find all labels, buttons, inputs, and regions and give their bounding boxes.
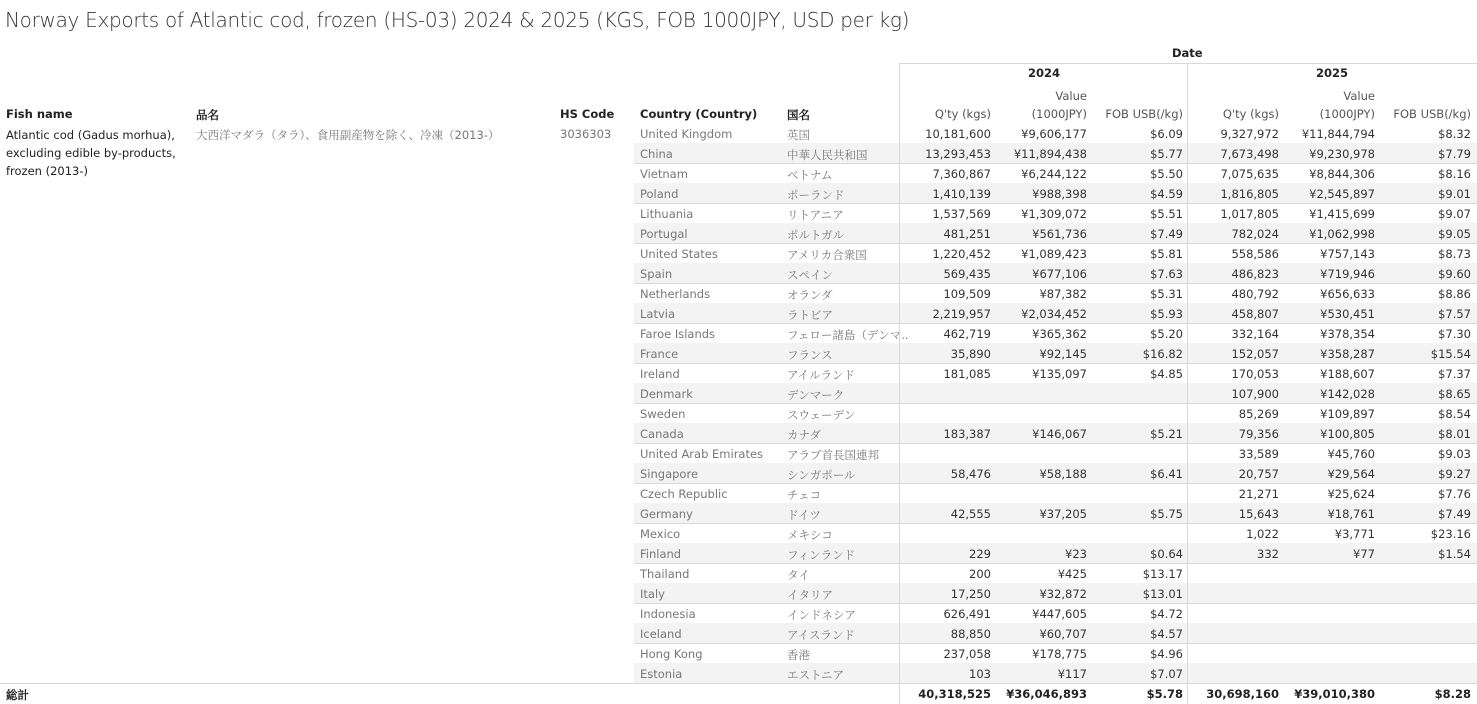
country-cell: Poland [640,187,679,201]
qty-2024-cell: 237,058 [943,647,991,661]
country-cell: Iceland [640,627,682,641]
value-2024-cell: ¥425 [1057,567,1087,581]
qty-2025-cell: 170,053 [1231,367,1279,381]
value-2024-cell: ¥561,736 [1032,227,1087,241]
fob-2024-cell: $13.17 [1142,567,1183,581]
country-cell: Latvia [640,307,676,321]
fob-2025-cell: $9.27 [1438,467,1471,481]
country-cell: Portugal [640,227,688,241]
country-header[interactable]: Country (Country) [640,107,758,121]
value-2024-cell: ¥1,309,072 [1021,207,1087,221]
fob-2025-cell: $9.07 [1438,207,1471,221]
fob-2025-cell: $7.79 [1438,147,1471,161]
value-2024-cell: ¥23 [1065,547,1087,561]
fob-2025-cell: $8.16 [1438,167,1471,181]
qty-2025-cell: 486,823 [1231,267,1279,281]
fob-2025-cell: $8.65 [1438,387,1471,401]
hs-code-header[interactable]: HS Code [560,107,615,121]
kokumei-cell: アイルランド [787,368,855,382]
value-2025-cell: ¥77 [1353,547,1375,561]
total-qty-2024: 40,318,525 [918,687,991,701]
value-2025-cell: ¥3,771 [1334,527,1375,541]
year-2024-header: 2024 [1028,66,1061,80]
qty-2024-cell: 7,360,867 [932,167,991,181]
qty-2024-cell: 58,476 [950,467,991,481]
qty-2025-cell: 21,271 [1238,487,1279,501]
value-2025-cell: ¥11,844,794 [1301,127,1375,141]
qty-2024-cell: 1,537,569 [932,207,991,221]
fob-2024-cell: $7.49 [1150,227,1183,241]
value-2025-cell: ¥719,946 [1320,267,1375,281]
value-2024-cell: ¥117 [1057,667,1087,681]
fob-2024-cell: $13.01 [1142,587,1183,601]
country-cell: France [640,347,679,361]
kokumei-cell: アイスランド [787,628,855,642]
fob-2025-cell: $1.54 [1438,547,1471,561]
kokumei-cell: アラブ首長国連邦 [787,448,879,462]
fob-2025-cell: $23.16 [1430,527,1471,541]
fob-2025-cell: $7.57 [1438,307,1471,321]
qty-2025-cell: 33,589 [1238,447,1279,461]
qty-2025-cell: 7,075,635 [1220,167,1279,181]
kokumei-cell: オランダ [787,288,833,302]
fob-2024-cell: $5.20 [1150,327,1183,341]
fob-2025-cell: $8.01 [1438,427,1471,441]
qty-2025-cell: 1,022 [1246,527,1279,541]
country-cell: Denmark [640,387,693,401]
kokumei-cell: エストニア [787,668,845,682]
country-cell: United States [640,247,718,261]
country-cell: Sweden [640,407,686,421]
kokumei-cell: ラトビア [787,308,833,322]
kokumei-cell: メキシコ [787,528,833,542]
fob-2024-cell: $5.50 [1150,167,1183,181]
fob-2024-cell: $0.64 [1150,547,1183,561]
qty-2025-cell: 782,024 [1231,227,1279,241]
qty-2024-cell: 13,293,453 [925,147,991,161]
qty-2024-cell: 1,410,139 [932,187,991,201]
country-cell: Spain [640,267,673,281]
value-2025-cell: ¥656,633 [1320,287,1375,301]
qty-2025-cell: 458,807 [1231,307,1279,321]
hinmei-header[interactable]: 品名 [196,108,219,122]
kokumei-cell: リトアニア [787,208,844,222]
kokumei-cell: 中華人民共和国 [787,148,868,162]
fob-2024-cell: $5.51 [1150,207,1183,221]
fob-2024-cell: $5.93 [1150,307,1183,321]
country-cell: Singapore [640,467,699,481]
qty-2024-cell: 200 [969,567,991,581]
qty-2025-cell: 558,586 [1231,247,1279,261]
fish-name-line: Atlantic cod (Gadus morhua), [6,128,175,142]
qty-2025-cell: 15,643 [1238,507,1279,521]
value-2024-cell: ¥60,707 [1039,627,1087,641]
qty-2025-cell: 1,017,805 [1220,207,1279,221]
country-cell: Germany [640,507,693,521]
fish-name-header[interactable]: Fish name [6,107,73,121]
total-fob-2024: $5.78 [1146,687,1183,701]
fob-2024-cell: $5.75 [1150,507,1183,521]
fob-2024-cell: $5.77 [1150,147,1183,161]
value-2024-cell: ¥2,034,452 [1021,307,1087,321]
kokumei-cell: スウェーデン [787,408,856,422]
qty-2024-cell: 109,509 [943,287,991,301]
value-2024-cell: ¥135,097 [1032,367,1087,381]
country-cell: Indonesia [640,607,696,621]
kokumei-cell: フランス [787,348,833,362]
value-2024-cell: ¥1,089,423 [1021,247,1087,261]
divider-2024 [899,63,900,704]
country-cell: Hong Kong [640,647,703,661]
value-2025-cell: ¥2,545,897 [1309,187,1375,201]
hinmei-cell: 大西洋マダラ（タラ）、食用副産物を除く、冷凍（2013-） [196,128,500,142]
value-2024-cell: ¥58,188 [1039,467,1087,481]
fob-2024-cell: $4.96 [1150,647,1183,661]
qty-2025-cell: 79,356 [1238,427,1279,441]
fob-2025-header[interactable]: FOB USB(/kg) [1393,107,1471,121]
qty-2024-cell: 481,251 [943,227,991,241]
fob-2025-cell: $15.54 [1430,347,1471,361]
country-cell: Thailand [640,567,690,581]
value-2025-cell: ¥1,062,998 [1309,227,1375,241]
fob-2025-cell: $7.30 [1438,327,1471,341]
qty-2025-header[interactable]: Q'ty (kgs) [1222,107,1279,121]
value-2024-cell: ¥178,775 [1032,647,1087,661]
country-cell: Mexico [640,527,681,541]
fob-2024-cell: $5.31 [1150,287,1183,301]
total-value-2024: ¥36,046,893 [1006,687,1087,701]
value-2024-cell: ¥365,362 [1032,327,1087,341]
fob-2025-cell: $8.86 [1438,287,1471,301]
qty-2024-cell: 88,850 [950,627,991,641]
value-2024-cell: ¥9,606,177 [1021,127,1087,141]
fob-2024-cell: $7.63 [1150,267,1183,281]
kokumei-cell: チェコ [787,488,822,502]
value-2025-cell: ¥1,415,699 [1309,207,1375,221]
value-2024-cell: ¥87,382 [1039,287,1087,301]
kokumei-cell: フェロー諸島（デンマ.. [787,328,909,342]
fob-2024-cell: $5.21 [1150,427,1183,441]
qty-2024-cell: 42,555 [950,507,991,521]
value-2025-cell: ¥109,897 [1320,407,1375,421]
value-2024-cell: ¥32,872 [1039,587,1087,601]
qty-2024-cell: 1,220,452 [932,247,991,261]
fob-2025-cell: $9.05 [1438,227,1471,241]
fob-2025-cell: $8.54 [1438,407,1471,421]
value-2024-header-line1[interactable]: Value [1055,89,1087,103]
value-2025-cell: ¥45,760 [1327,447,1375,461]
year-header-line [899,63,1477,64]
value-2025-cell: ¥188,607 [1320,367,1375,381]
total-value-2025: ¥39,010,380 [1294,687,1375,701]
fob-2024-cell: $5.81 [1150,247,1183,261]
kokumei-cell: フィンランド [787,548,856,562]
qty-2024-cell: 569,435 [943,267,991,281]
value-2024-cell: ¥146,067 [1032,427,1087,441]
fish-name-line: frozen (2013-) [6,164,89,178]
fob-2025-cell: $7.76 [1438,487,1471,501]
country-cell: Italy [640,587,665,601]
kokumei-cell: インドネシア [787,608,856,622]
country-cell: Lithuania [640,207,694,221]
fob-2024-cell: $6.41 [1150,467,1183,481]
value-2025-cell: ¥29,564 [1327,467,1375,481]
qty-2025-cell: 152,057 [1231,347,1279,361]
kokumei-cell: イタリア [787,588,833,602]
page-title: Norway Exports of Atlantic cod, frozen (HS-03) 2024 & 2025 (KGS, FOB 1000JPY, USD per kg) [5,8,910,32]
hs-code-cell: 3036303 [560,127,612,141]
country-cell: United Arab Emirates [640,447,764,461]
kokumei-cell: ポルトガル [787,228,845,242]
value-2025-cell: ¥530,451 [1320,307,1375,321]
country-cell: Finland [640,547,682,561]
qty-2024-cell: 35,890 [950,347,991,361]
country-cell: China [640,147,673,161]
qty-2025-cell: 9,327,972 [1220,127,1279,141]
value-2025-cell: ¥378,354 [1320,327,1375,341]
value-2024-header-line2[interactable]: (1000JPY) [1031,107,1087,121]
fob-2024-cell: $16.82 [1142,347,1183,361]
qty-2025-cell: 332 [1257,547,1279,561]
qty-2025-cell: 332,164 [1231,327,1279,341]
value-2025-cell: ¥18,761 [1327,507,1375,521]
fob-2024-cell: $4.85 [1150,367,1183,381]
kokumei-cell: デンマーク [787,388,845,402]
value-2025-cell: ¥8,844,306 [1309,167,1375,181]
qty-2024-cell: 181,085 [943,367,991,381]
qty-2024-cell: 103 [969,667,991,681]
country-cell: Netherlands [640,287,711,301]
year-2025-header: 2025 [1316,66,1349,80]
value-2025-cell: ¥25,624 [1327,487,1375,501]
fob-2024-cell: $6.09 [1150,127,1183,141]
country-cell: Czech Republic [640,487,728,501]
fob-2025-cell: $8.73 [1438,247,1471,261]
qty-2024-cell: 229 [969,547,991,561]
value-2025-cell: ¥358,287 [1320,347,1375,361]
kokumei-cell: タイ [787,568,810,582]
fob-2024-cell: $7.07 [1150,667,1183,681]
value-2025-header-line1[interactable]: Value [1343,89,1375,103]
kokumei-cell: シンガポール [787,468,856,482]
fob-2024-cell: $4.59 [1150,187,1183,201]
fob-2024-cell: $4.72 [1150,607,1183,621]
kokumei-cell: 香港 [787,648,810,662]
qty-2025-cell: 85,269 [1238,407,1279,421]
value-2024-cell: ¥92,145 [1039,347,1087,361]
value-2025-cell: ¥142,028 [1320,387,1375,401]
total-divider [0,683,1477,684]
fish-name-cell [6,126,176,180]
value-2025-header-line2[interactable]: (1000JPY) [1319,107,1375,121]
qty-2025-cell: 107,900 [1231,387,1279,401]
value-2025-cell: ¥757,143 [1320,247,1375,261]
fob-2024-header[interactable]: FOB USB(/kg) [1105,107,1183,121]
fob-2024-cell: $4.57 [1150,627,1183,641]
country-cell: Canada [640,427,684,441]
kokumei-cell: カナダ [787,428,821,442]
kokumei-cell: アメリカ合衆国 [787,248,867,262]
qty-2024-cell: 10,181,600 [925,127,991,141]
fish-name-line: excluding edible by-products, [6,146,176,160]
kokumei-cell: スペイン [787,268,833,282]
qty-2025-cell: 7,673,498 [1220,147,1279,161]
kokumei-cell: ベトナム [787,168,833,182]
qty-2024-cell: 462,719 [943,327,991,341]
kokumei-header[interactable]: 国名 [787,108,810,122]
grand-total-label: 総計 [6,688,29,702]
fob-2025-cell: $7.37 [1438,367,1471,381]
qty-2024-header[interactable]: Q'ty (kgs) [934,107,991,121]
total-qty-2025: 30,698,160 [1206,687,1279,701]
kokumei-cell: ポーランド [787,188,845,202]
value-2024-cell: ¥6,244,122 [1021,167,1087,181]
qty-2025-cell: 20,757 [1238,467,1279,481]
total-fob-2025: $8.28 [1434,687,1471,701]
date-header: Date [1172,46,1203,60]
value-2024-cell: ¥447,605 [1032,607,1087,621]
fob-2025-cell: $7.49 [1438,507,1471,521]
fob-2025-cell: $9.60 [1438,267,1471,281]
value-2024-cell: ¥677,106 [1032,267,1087,281]
country-cell: United Kingdom [640,127,733,141]
qty-2025-cell: 1,816,805 [1220,187,1279,201]
qty-2024-cell: 183,387 [943,427,991,441]
fob-2025-cell: $9.01 [1438,187,1471,201]
fob-2025-cell: $8.32 [1438,127,1471,141]
value-2024-cell: ¥988,398 [1032,187,1087,201]
country-cell: Ireland [640,367,680,381]
value-2025-cell: ¥9,230,978 [1309,147,1375,161]
kokumei-cell: ドイツ [787,508,821,522]
qty-2025-cell: 480,792 [1231,287,1279,301]
divider-2025 [1187,63,1188,704]
qty-2024-cell: 2,219,957 [932,307,991,321]
qty-2024-cell: 17,250 [950,587,991,601]
value-2024-cell: ¥37,205 [1039,507,1087,521]
country-cell: Estonia [640,667,683,681]
value-2024-cell: ¥11,894,438 [1013,147,1087,161]
country-cell: Faroe Islands [640,327,716,341]
qty-2024-cell: 626,491 [943,607,991,621]
value-2025-cell: ¥100,805 [1320,427,1375,441]
kokumei-cell: 英国 [787,128,810,142]
fob-2025-cell: $9.03 [1438,447,1471,461]
country-cell: Vietnam [640,167,688,181]
